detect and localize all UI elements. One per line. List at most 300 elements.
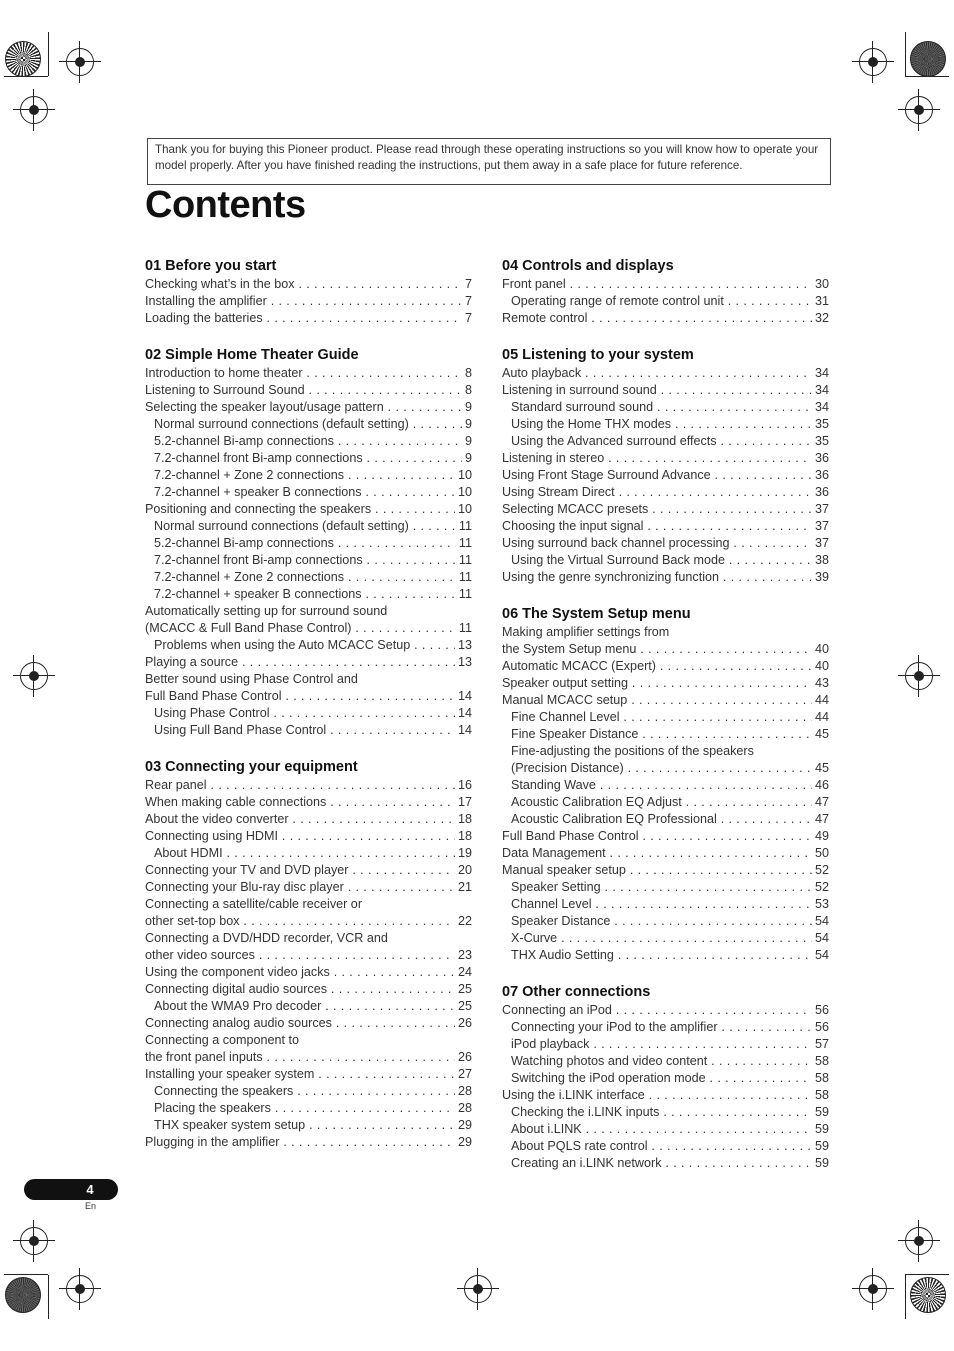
toc-entry[interactable] (502, 692, 829, 709)
toc-entry-title: Introduction to home theater . . . (145, 366, 472, 380)
toc-entry-page: 30 (812, 276, 829, 293)
toc-entry-page: 26 (455, 1049, 472, 1066)
crosshair-icon (20, 1227, 48, 1255)
crosshair-icon (464, 1275, 492, 1303)
toc-entry-page: 40 (812, 641, 829, 658)
toc-entry-page: 59 (812, 1104, 829, 1121)
toc-entry-page: 23 (455, 947, 472, 964)
toc-entry-title: Standard surround sound . . . (511, 400, 829, 414)
toc-entry-title: 5.2-channel Bi-amp connections . . . (154, 434, 472, 448)
toc-entry-title: Checking what’s in the box . . . (145, 277, 472, 291)
toc-entry[interactable] (502, 365, 829, 382)
toc-entry-title: Problems when using the Auto MCACC Setup . . . (154, 638, 472, 652)
toc-entry[interactable] (145, 930, 472, 947)
toc-entry-title: Connecting a DVD/HDD recorder, VCR and (145, 931, 388, 945)
crosshair-icon (859, 48, 887, 76)
toc-section (502, 606, 829, 964)
toc-entry[interactable] (502, 1019, 829, 1036)
toc-entry-title: Better sound using Phase Control and (145, 672, 358, 686)
toc-entry[interactable] (145, 1032, 472, 1049)
toc-entry-title: Automatic MCACC (Expert) . . . (502, 659, 829, 673)
toc-entry-title: Listening in stereo . . . (502, 451, 829, 465)
toc-entry[interactable] (145, 671, 472, 688)
toc-entry-title: Connecting your iPod to the amplifier . . . (511, 1020, 829, 1034)
crosshair-icon (66, 48, 94, 76)
toc-entry-page: 14 (455, 705, 472, 722)
toc-entry[interactable] (502, 276, 829, 293)
toc-section (502, 347, 829, 586)
toc-entry-page: 22 (455, 913, 472, 930)
toc-entry[interactable] (502, 641, 829, 658)
toc-entry-page: 50 (812, 845, 829, 862)
toc-entry-page: 14 (455, 722, 472, 739)
toc-entry-page: 25 (455, 981, 472, 998)
toc-entry-title: Using the genre synchronizing function . . . (502, 570, 829, 584)
toc-entry[interactable] (145, 518, 472, 535)
toc-entry[interactable] (502, 518, 829, 535)
toc-entry-title: Installing the amplifier . . . (145, 294, 472, 308)
toc-entry[interactable] (145, 981, 472, 998)
toc-entry[interactable] (502, 777, 829, 794)
toc-entry-title: Using surround back channel processing . . . (502, 536, 829, 550)
toc-entry-title: Fine Channel Level . . . (511, 710, 829, 724)
section-heading: 04 Controls and displays (502, 258, 674, 274)
toc-entry[interactable] (502, 675, 829, 692)
toc-section (502, 984, 829, 1172)
toc-entry-title: About PQLS rate control . . . (511, 1139, 829, 1153)
toc-entry[interactable] (145, 1083, 472, 1100)
toc-entry-title: the front panel inputs . . . (145, 1050, 472, 1064)
toc-entry[interactable] (502, 433, 829, 450)
toc-entry-title: Listening to Surround Sound . . . (145, 383, 472, 397)
toc-entry-title: Operating range of remote control unit . . . (511, 294, 829, 308)
toc-entry-page: 36 (812, 450, 829, 467)
toc-entry-title: THX speaker system setup . . . (154, 1118, 472, 1132)
toc-entry-page: 52 (812, 862, 829, 879)
toc-entry-page: 54 (812, 947, 829, 964)
toc-entry-title: Loading the batteries . . . (145, 311, 472, 325)
toc-entry-title: Checking the i.LINK inputs . . . (511, 1105, 829, 1119)
toc-entry[interactable] (145, 484, 472, 501)
toc-entry-title: Normal surround connections (default setting) . . . (154, 519, 472, 533)
crosshair-icon (905, 662, 933, 690)
toc-entry-page: 52 (812, 879, 829, 896)
toc-entry-page: 36 (812, 484, 829, 501)
crosshair-icon (20, 96, 48, 124)
toc-entry-title: About the video converter . . . (145, 812, 472, 826)
toc-entry-page: 34 (812, 382, 829, 399)
toc-entry-title: Speaker output setting . . . (502, 676, 829, 690)
toc-entry-title: Connecting digital audio sources . . . (145, 982, 472, 996)
toc-entry[interactable] (502, 399, 829, 416)
toc-entry-page: 46 (812, 777, 829, 794)
toc-entry-page: 11 (456, 535, 472, 552)
toc-entry[interactable] (145, 293, 472, 310)
toc-entry-title: Rear panel . . . (145, 778, 472, 792)
toc-entry[interactable] (502, 382, 829, 399)
toc-entry[interactable] (145, 998, 472, 1015)
toc-entry-page: 7 (462, 293, 472, 310)
crop-line (905, 1274, 949, 1275)
toc-entry-page: 38 (812, 552, 829, 569)
toc-entry-title: Speaker Setting . . . (511, 880, 829, 894)
toc-entry-page: 13 (455, 654, 472, 671)
toc-entry-title: other set-top box . . . (145, 914, 472, 928)
toc-entry[interactable] (502, 845, 829, 862)
toc-entry[interactable] (145, 722, 472, 739)
toc-entry[interactable] (145, 845, 472, 862)
toc-entry[interactable] (145, 879, 472, 896)
toc-entry-title: 7.2-channel + speaker B connections . . . (154, 485, 472, 499)
toc-entry-page: 44 (812, 709, 829, 726)
toc-entry[interactable] (145, 794, 472, 811)
toc-entry-title: Connecting your Blu-ray disc player . . . (145, 880, 472, 894)
toc-entry-title: Standing Wave . . . (511, 778, 829, 792)
toc-entry-page: 11 (456, 518, 472, 535)
toc-entry[interactable] (145, 382, 472, 399)
crosshair-icon (905, 1227, 933, 1255)
toc-entry[interactable] (145, 569, 472, 586)
toc-entry-page: 58 (812, 1087, 829, 1104)
crop-line (4, 1274, 48, 1275)
toc-entry-page: 31 (812, 293, 829, 310)
toc-entry-title: Full Band Phase Control . . . (502, 829, 829, 843)
toc-entry-title: Acoustic Calibration EQ Professional . . . (511, 812, 829, 826)
toc-entry[interactable] (502, 624, 829, 641)
toc-entry[interactable] (145, 450, 472, 467)
toc-entry-page: 58 (812, 1053, 829, 1070)
crosshair-icon (859, 1275, 887, 1303)
toc-entry[interactable] (502, 811, 829, 828)
toc-entry[interactable] (502, 310, 829, 327)
toc-entry[interactable] (145, 654, 472, 671)
toc-entry[interactable] (502, 450, 829, 467)
page-number: 4 (86, 1182, 94, 1197)
toc-entry-page: 45 (812, 726, 829, 743)
toc-entry[interactable] (502, 1155, 829, 1172)
toc-entry-title: Manual MCACC setup . . . (502, 693, 829, 707)
crosshair-icon (66, 1275, 94, 1303)
language-label: En (85, 1201, 97, 1211)
toc-entry-page: 27 (455, 1066, 472, 1083)
toc-entry-page: 10 (455, 501, 472, 518)
toc-entry-page: 16 (455, 777, 472, 794)
toc-entry[interactable] (145, 365, 472, 382)
toc-entry-title: Plugging in the amplifier . . . (145, 1135, 472, 1149)
toc-entry-title: Connecting a component to (145, 1033, 300, 1047)
section-heading: 03 Connecting your equipment (145, 759, 358, 775)
toc-entry[interactable] (502, 1053, 829, 1070)
toc-entry-title: Choosing the input signal . . . (502, 519, 829, 533)
toc-entry-title: 7.2-channel front Bi-amp connections . . . (154, 553, 472, 567)
toc-entry[interactable] (502, 1070, 829, 1087)
crop-line (48, 1275, 49, 1319)
toc-entry-page: 17 (455, 794, 472, 811)
toc-entry-title: Front panel . . . (502, 277, 829, 291)
toc-entry-page: 7 (462, 310, 472, 327)
toc-entry-page: 13 (455, 637, 472, 654)
crop-line (905, 1275, 906, 1319)
toc-entry-page: 59 (812, 1155, 829, 1172)
registration-dial-icon (910, 1277, 946, 1313)
toc-entry-title: Manual speaker setup . . . (502, 863, 829, 877)
toc-entry[interactable] (145, 433, 472, 450)
toc-entry-page: 9 (462, 399, 472, 416)
toc-entry[interactable] (502, 760, 829, 777)
toc-entry[interactable] (502, 930, 829, 947)
toc-entry-title: Creating an i.LINK network . . . (511, 1156, 829, 1170)
toc-entry[interactable] (502, 726, 829, 743)
toc-entry[interactable] (502, 1104, 829, 1121)
toc-entry-title: Channel Level . . . (511, 897, 829, 911)
toc-entry-title: Connecting your TV and DVD player . . . (145, 863, 472, 877)
toc-entry-page: 14 (455, 688, 472, 705)
toc-entry-page: 9 (462, 450, 472, 467)
toc-entry-page: 39 (812, 569, 829, 586)
crosshair-icon (905, 96, 933, 124)
toc-entry[interactable] (145, 947, 472, 964)
toc-section (502, 258, 829, 327)
toc-entry-title: Automatically setting up for surround sound (145, 604, 388, 618)
toc-column-right (502, 258, 829, 1192)
toc-entry-page: 32 (812, 310, 829, 327)
crop-line (905, 32, 906, 76)
toc-entry[interactable] (145, 862, 472, 879)
section-heading: 06 The System Setup menu (502, 606, 691, 622)
toc-entry-title: Selecting MCACC presets . . . (502, 502, 829, 516)
toc-entry-page: 34 (812, 365, 829, 382)
toc-entry-title: Using the component video jacks . . . (145, 965, 472, 979)
toc-entry-title: 7.2-channel front Bi-amp connections . . . (154, 451, 472, 465)
toc-entry-title: About i.LINK . . . (511, 1122, 829, 1136)
toc-entry-title: Fine Speaker Distance . . . (511, 727, 829, 741)
registration-dial-icon (5, 41, 41, 77)
toc-entry-page: 26 (455, 1015, 472, 1032)
toc-entry-page: 28 (455, 1083, 472, 1100)
toc-entry[interactable] (502, 535, 829, 552)
toc-entry[interactable] (145, 501, 472, 518)
toc-entry[interactable] (502, 293, 829, 310)
toc-entry-page: 7 (462, 276, 472, 293)
toc-entry[interactable] (502, 658, 829, 675)
toc-entry-title: Switching the iPod operation mode . . . (511, 1071, 829, 1085)
toc-entry[interactable] (145, 828, 472, 845)
toc-entry[interactable] (145, 1117, 472, 1134)
toc-entry-title: other video sources . . . (145, 948, 472, 962)
toc-entry-title: Connecting a satellite/cable receiver or (145, 897, 363, 911)
section-heading: 07 Other connections (502, 984, 651, 1000)
toc-entry[interactable] (145, 552, 472, 569)
toc-entry[interactable] (502, 709, 829, 726)
toc-entry[interactable] (145, 467, 472, 484)
toc-section (145, 258, 472, 327)
toc-entry[interactable] (145, 1134, 472, 1151)
toc-entry[interactable] (145, 705, 472, 722)
toc-entry-page: 9 (462, 416, 472, 433)
toc-entry[interactable] (502, 416, 829, 433)
toc-entry-page: 9 (462, 433, 472, 450)
toc-entry-page: 24 (455, 964, 472, 981)
toc-entry-page: 18 (455, 828, 472, 845)
toc-entry-page: 57 (812, 1036, 829, 1053)
toc-entry[interactable] (502, 913, 829, 930)
page-title: Contents (145, 184, 306, 226)
toc-entry-page: 54 (812, 913, 829, 930)
toc-entry-title: Connecting using HDMI . . . (145, 829, 472, 843)
toc-entry-page: 8 (462, 382, 472, 399)
toc-entry-title: Data Management . . . (502, 846, 829, 860)
toc-entry[interactable] (145, 1049, 472, 1066)
toc-entry-title: 7.2-channel + Zone 2 connections . . . (154, 570, 472, 584)
toc-section (145, 347, 472, 739)
toc-entry-title: Listening in surround sound . . . (502, 383, 829, 397)
toc-entry[interactable] (145, 1015, 472, 1032)
toc-entry[interactable] (502, 743, 829, 760)
toc-entry-page: 11 (456, 569, 472, 586)
toc-entry[interactable] (502, 1138, 829, 1155)
toc-entry-title: Connecting an iPod . . . (502, 1003, 829, 1017)
toc-entry-page: 20 (455, 862, 472, 879)
toc-entry-title: Watching photos and video content . . . (511, 1054, 829, 1068)
crop-line (905, 76, 949, 77)
toc-entry[interactable] (145, 688, 472, 705)
toc-entry-title: Using the i.LINK interface . . . (502, 1088, 829, 1102)
toc-entry-title: (Precision Distance) . . . (511, 761, 829, 775)
toc-entry[interactable] (145, 276, 472, 293)
toc-entry[interactable] (145, 535, 472, 552)
toc-entry-title: Making amplifier settings from (502, 625, 670, 639)
toc-entry[interactable] (502, 1087, 829, 1104)
toc-entry[interactable] (502, 569, 829, 586)
toc-entry[interactable] (502, 794, 829, 811)
toc-entry-title: Speaker Distance . . . (511, 914, 829, 928)
toc-entry[interactable] (502, 1121, 829, 1138)
toc-entry-title: Positioning and connecting the speakers . . . (145, 502, 472, 516)
toc-entry-title: Using Front Stage Surround Advance . . . (502, 468, 829, 482)
section-heading: 01 Before you start (145, 258, 277, 274)
toc-entry-title: Using Phase Control . . . (154, 706, 472, 720)
toc-entry[interactable] (502, 1036, 829, 1053)
toc-entry[interactable] (145, 811, 472, 828)
toc-entry[interactable] (145, 399, 472, 416)
toc-entry[interactable] (145, 1100, 472, 1117)
toc-entry[interactable] (145, 620, 472, 637)
toc-entry-title: (MCACC & Full Band Phase Control) . . . (145, 621, 472, 635)
toc-entry[interactable] (145, 896, 472, 913)
toc-entry-page: 40 (812, 658, 829, 675)
toc-entry[interactable] (145, 586, 472, 603)
toc-entry-page: 35 (812, 416, 829, 433)
toc-entry[interactable] (502, 552, 829, 569)
toc-entry[interactable] (145, 777, 472, 794)
toc-entry-title: Selecting the speaker layout/usage pattern . . . (145, 400, 472, 414)
toc-entry[interactable] (502, 862, 829, 879)
toc-entry[interactable] (502, 1002, 829, 1019)
toc-entry-title: 5.2-channel Bi-amp connections . . . (154, 536, 472, 550)
toc-entry-page: 19 (455, 845, 472, 862)
toc-entry-page: 29 (455, 1117, 472, 1134)
toc-entry-page: 18 (455, 811, 472, 828)
toc-entry[interactable] (145, 603, 472, 620)
toc-entry-title: Using Stream Direct . . . (502, 485, 829, 499)
toc-entry-page: 10 (455, 467, 472, 484)
section-heading: 02 Simple Home Theater Guide (145, 347, 359, 363)
toc-entry[interactable] (145, 310, 472, 327)
toc-entry-page: 37 (812, 518, 829, 535)
section-heading: 05 Listening to your system (502, 347, 694, 363)
toc-entry-page: 56 (812, 1002, 829, 1019)
toc-entry[interactable] (502, 879, 829, 896)
toc-section (145, 759, 472, 1151)
toc-entry[interactable] (145, 416, 472, 433)
toc-entry-title: Installing your speaker system . . . (145, 1067, 472, 1081)
toc-entry-title: Using the Advanced surround effects . . . (511, 434, 829, 448)
toc-entry-page: 59 (812, 1121, 829, 1138)
toc-entry-title: iPod playback . . . (511, 1037, 829, 1051)
toc-entry-page: 43 (812, 675, 829, 692)
toc-entry[interactable] (145, 1066, 472, 1083)
toc-entry-title: 7.2-channel + Zone 2 connections . . . (154, 468, 472, 482)
toc-entry-page: 11 (456, 552, 472, 569)
toc-entry-title: Connecting analog audio sources . . . (145, 1016, 472, 1030)
toc-entry[interactable] (502, 484, 829, 501)
toc-entry-page: 10 (455, 484, 472, 501)
toc-entry-title: X-Curve . . . (511, 931, 829, 945)
toc-entry-title: About HDMI . . . (154, 846, 472, 860)
toc-entry-title: Auto playback . . . (502, 366, 829, 380)
toc-entry-page: 35 (812, 433, 829, 450)
toc-entry-page: 53 (812, 896, 829, 913)
toc-entry-title: About the WMA9 Pro decoder . . . (154, 999, 472, 1013)
toc-entry[interactable] (145, 964, 472, 981)
toc-entry-page: 49 (812, 828, 829, 845)
crop-line (48, 32, 49, 76)
toc-entry-title: Placing the speakers . . . (154, 1101, 472, 1115)
intro-notice: Thank you for buying this Pioneer product. Please read through these operating instructions so you will know how to operate your model properly. After you have finished reading the instructions, put them away in a safe place for future reference. (147, 138, 831, 185)
toc-entry-page: 58 (812, 1070, 829, 1087)
toc-entry-title: When making cable connections . . . (145, 795, 472, 809)
toc-entry-title: Connecting the speakers . . . (154, 1084, 472, 1098)
toc-entry-title: Acoustic Calibration EQ Adjust . . . (511, 795, 829, 809)
toc-entry-page: 29 (455, 1134, 472, 1151)
toc-entry-page: 45 (812, 760, 829, 777)
toc-entry-title: Fine-adjusting the positions of the speakers (511, 744, 754, 758)
toc-entry[interactable] (502, 501, 829, 518)
registration-dial-icon (5, 1277, 41, 1313)
toc-entry-title: the System Setup menu . . . (502, 642, 829, 656)
toc-entry-title: THX Audio Setting . . . (511, 948, 829, 962)
toc-entry[interactable] (502, 947, 829, 964)
toc-entry[interactable] (145, 637, 472, 654)
toc-entry-title: Playing a source . . . (145, 655, 472, 669)
toc-entry-page: 34 (812, 399, 829, 416)
toc-entry[interactable] (502, 467, 829, 484)
registration-dial-icon (910, 41, 946, 77)
toc-entry-page: 28 (455, 1100, 472, 1117)
crop-line (4, 76, 48, 77)
toc-entry-page: 36 (812, 467, 829, 484)
toc-entry[interactable] (502, 828, 829, 845)
toc-entry-title: Full Band Phase Control . . . (145, 689, 472, 703)
toc-entry-page: 8 (462, 365, 472, 382)
toc-entry[interactable] (502, 896, 829, 913)
toc-entry-page: 59 (812, 1138, 829, 1155)
crosshair-icon (20, 662, 48, 690)
toc-entry-title: Remote control . . . (502, 311, 829, 325)
toc-entry[interactable] (145, 913, 472, 930)
toc-entry-title: Using the Virtual Surround Back mode . . . (511, 553, 829, 567)
toc-entry-page: 56 (812, 1019, 829, 1036)
